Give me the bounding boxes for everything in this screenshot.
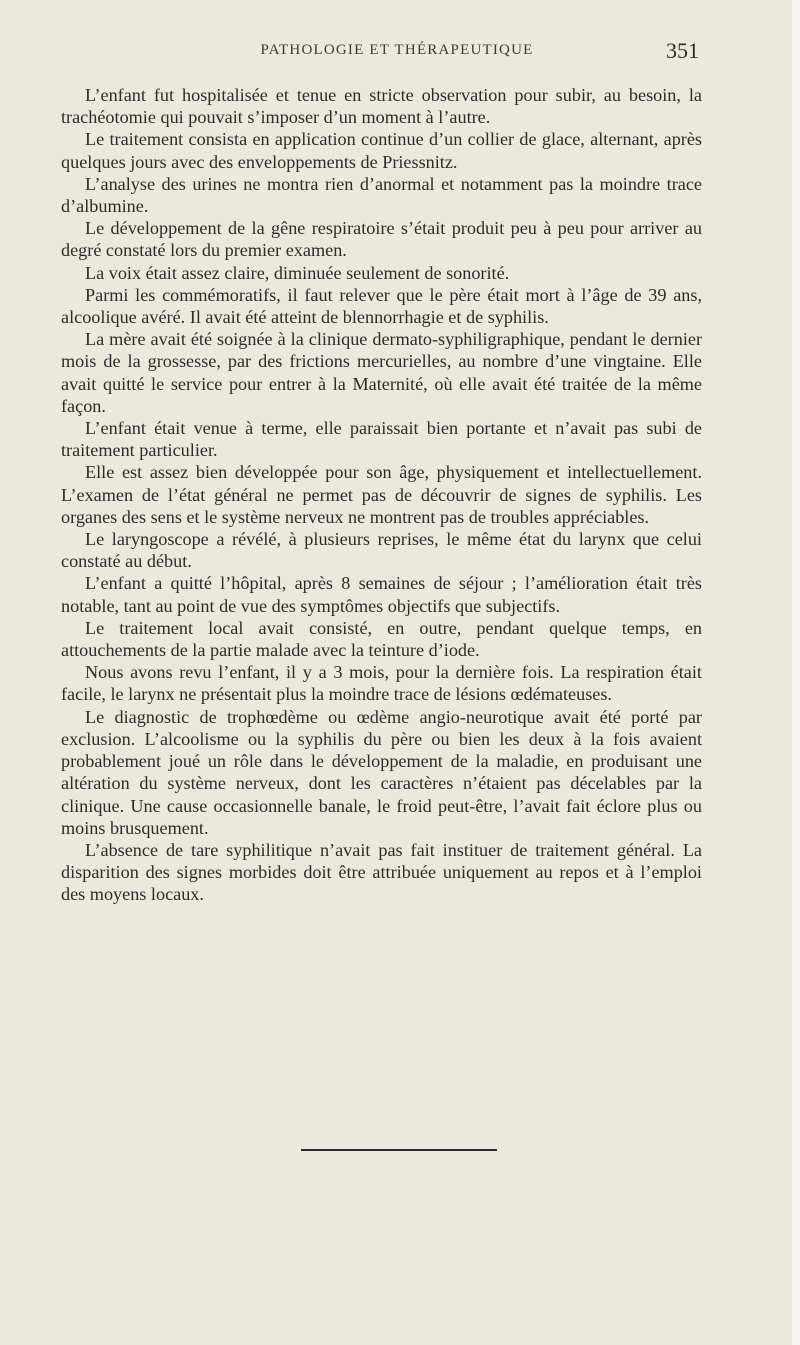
- running-title: PATHOLOGIE ET THÉRAPEUTIQUE: [260, 42, 534, 58]
- body-text: [61, 84, 702, 906]
- page-number: 351: [666, 38, 699, 63]
- paragraph: L’enfant fut hospitalisée et tenue en stricte observation pour subir, au besoin, la trachéotomie qui pouvait s’imposer d’un moment à l’autre.: [61, 85, 702, 128]
- paragraph: Le laryngoscope a révélé, à plusieurs reprises, le même état du larynx que celui constaté au début.: [61, 529, 702, 572]
- paragraph: Le traitement local avait consisté, en outre, pendant quelque temps, en attouchements de la partie malade avec la teinture d’iode.: [61, 617, 702, 661]
- paragraph: Nous avons revu l’enfant, il y a 3 mois, pour la dernière fois. La respiration était facile, le larynx ne présentait plus la moindre trace de lésions œdémateuses.: [61, 662, 702, 705]
- paragraph: La voix était assez claire, diminuée seulement de sonorité.: [85, 262, 510, 283]
- paragraph: L’analyse des urines ne montra rien d’anormal et notamment pas la moindre trace d’albumine.: [61, 173, 702, 217]
- paragraph: Parmi les commémoratifs, il faut relever que le père était mort à l’âge de 39 ans, alcoolique avéré. Il avait été atteint de blennorrhagie et de syphilis.: [61, 284, 702, 328]
- paragraph: La mère avait été soignée à la clinique dermato-syphiligraphique, pendant le dernier mois de la grossesse, par des frictions mercurielles, au nombre d’une vingtaine. Elle avait quitté le service pour entrer à la Maternité, où elle avait été traitée de la même façon.: [61, 329, 702, 416]
- running-head: [0, 38, 800, 68]
- paragraph: Elle est assez bien développée pour son âge, physiquement et intellectuellement. L’examen de l’état général ne permet pas de découvrir de signes de syphilis. Les organes des sens et le système nerveux ne montrent pas de troubles appréciables.: [61, 462, 702, 527]
- end-rule: [301, 1149, 497, 1151]
- paragraph: Le diagnostic de trophœdème ou œdème angio-neurotique avait été porté par exclusion. L’alcoolisme ou la syphilis du père ou bien les deux à la fois avaient probablement joué un rôle dans le développement de la maladie, en produisant une altération du système nerveux, dont les caractères n’étaient pas décelables par la clinique. Une cause occasionnelle banale, le froid peut-être, l’avait fait éclore plus ou moins brusquement.: [61, 706, 702, 838]
- paragraph: L’absence de tare syphilitique n’avait pas fait instituer de traitement général. La disparition des signes morbides doit être attribuée uniquement au repos et à l’emploi des moyens locaux.: [61, 839, 702, 905]
- paragraph: Le traitement consista en application continue d’un collier de glace, alternant, après quelques jours avec des enveloppements de Priessnitz.: [61, 129, 702, 172]
- paragraph: L’enfant était venue à terme, elle paraissait bien portante et n’avait pas subi de traitement particulier.: [61, 418, 702, 461]
- page-edge: [792, 0, 800, 1345]
- paragraph: Le développement de la gêne respiratoire s’était produit peu à peu pour arriver au degré constaté lors du premier examen.: [61, 218, 702, 261]
- paragraph: L’enfant a quitté l’hôpital, après 8 semaines de séjour ; l’amélioration était très notable, tant au point de vue des symptômes objectifs que subjectifs.: [61, 573, 702, 616]
